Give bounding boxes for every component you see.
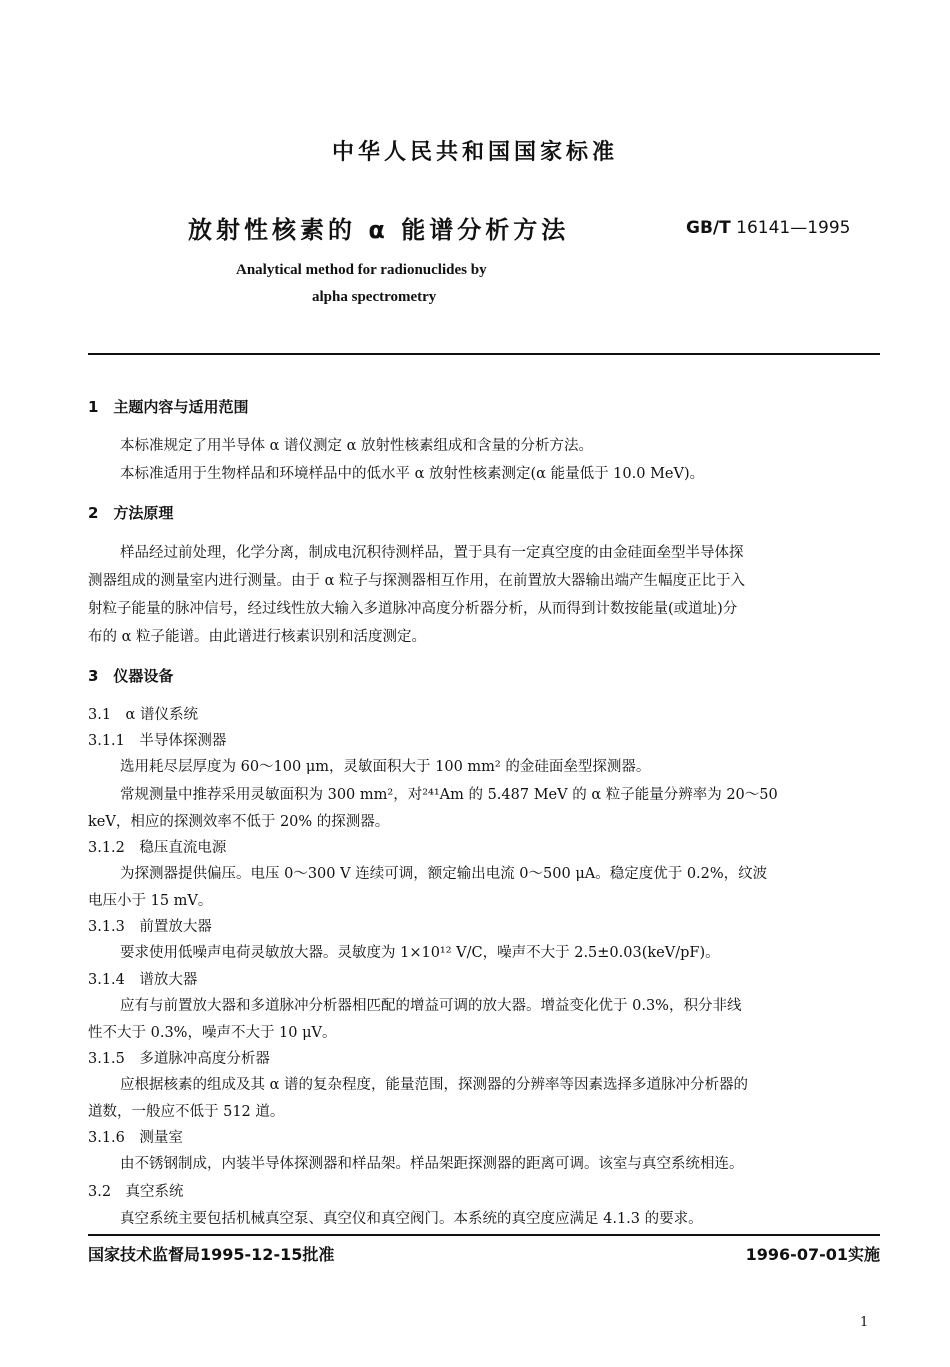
section-3-1-5-line-2: 道数，一般应不低于 512 道。 [88,1104,285,1120]
section-2-line-1: 样品经过前处理，化学分离，制成电沉积待测样品，置于具有一定真空度的由金硅面垒型半导体探 [120,545,744,561]
section-3-1-3-heading: 3.1.3 前置放大器 [88,919,212,935]
footer-divider [88,1234,880,1236]
section-3-1-2-heading: 3.1.2 稳压直流电源 [88,840,227,856]
section-3-1-1-line-2: 常规测量中推荐采用灵敏面积为 300 mm²，对²⁴¹Am 的 5.487 MeV 的 α 粒子能量分辨率为 20～50 [120,787,778,803]
section-2-line-2: 测器组成的测量室内进行测量。由于 α 粒子与探测器相互作用，在前置放大器输出端产生幅度正比于入 [88,573,746,589]
national-standard-heading: 中华人民共和国国家标准 [331,140,618,165]
document-title: 放射性核素的 α 能谱分析方法 [188,216,570,244]
section-1-heading: 1 主题内容与适用范围 [88,398,249,416]
page-number: 1 [860,1315,869,1330]
section-3-1-heading: 3.1 α 谱仪系统 [88,707,198,723]
section-3-1-2-line-1: 为探测器提供偏压。电压 0～300 V 连续可调，额定输出电流 0～500 μA。稳定度优于 0.2%，纹波 [120,866,768,882]
section-3-1-2-line-2: 电压小于 15 mV。 [88,893,213,909]
section-2-heading: 2 方法原理 [88,504,174,522]
section-3-1-5-line-1: 应根据核素的组成及其 α 谱的复杂程度，能量范围，探测器的分辨率等因素选择多道脉冲分析器的 [120,1077,749,1093]
implementation-date: 1996-07-01实施 [745,1245,880,1264]
standard-code [686,218,850,238]
section-3-1-4-heading: 3.1.4 谱放大器 [88,972,198,988]
section-3-1-1-heading: 3.1.1 半导体探测器 [88,733,227,749]
section-2-line-3: 射粒子能量的脉冲信号，经过线性放大输入多道脉冲高度分析器分析，从而得到计数按能量(或道址)分 [88,601,738,617]
section-2-line-4: 布的 α 粒子能谱。由此谱进行核素识别和活度测定。 [88,629,427,645]
section-3-1-1-line-3: keV，相应的探测效率不低于 20% 的探测器。 [88,814,390,830]
section-1-paragraph-1: 本标准规定了用半导体 α 谱仪测定 α 放射性核素组成和含量的分析方法。 [120,438,594,454]
standard-code-number: 16141—1995 [736,218,851,238]
header-divider [88,353,880,355]
section-3-2-heading: 3.2 真空系统 [88,1184,184,1200]
section-3-1-1-line-1: 选用耗尽层厚度为 60～100 μm，灵敏面积大于 100 mm² 的金硅面垒型探测器。 [120,759,651,775]
section-3-1-4-line-2: 性不大于 0.3%，噪声不大于 10 μV。 [88,1025,337,1041]
english-title-line-2: alpha spectrometry [312,289,437,305]
english-title-line-1: Analytical method for radionuclides by [236,262,487,278]
section-3-2-line-1: 真空系统主要包括机械真空泵、真空仪和真空阀门。本系统的真空度应满足 4.1.3 的要求。 [120,1211,703,1227]
approval-date: 国家技术监督局1995-12-15批准 [88,1245,335,1264]
standard-code-prefix: GB/T [686,218,731,238]
section-1-paragraph-2: 本标准适用于生物样品和环境样品中的低水平 α 放射性核素测定(α 能量低于 10.0 MeV)。 [120,466,705,482]
section-3-1-6-heading: 3.1.6 测量室 [88,1130,183,1146]
section-3-1-6-line-1: 由不锈钢制成，内装半导体探测器和样品架。样品架距探测器的距离可调。该室与真空系统相连。 [120,1156,744,1172]
section-3-1-4-line-1: 应有与前置放大器和多道脉冲分析器相匹配的增益可调的放大器。增益变化优于 0.3%，积分非线 [120,998,742,1014]
section-3-1-3-line-1: 要求使用低噪声电荷灵敏放大器。灵敏度为 1×10¹² V/C，噪声不大于 2.5±0.03(keV/pF)。 [120,945,720,961]
section-3-1-5-heading: 3.1.5 多道脉冲高度分析器 [88,1051,270,1067]
section-3-heading: 3 仪器设备 [88,667,174,685]
